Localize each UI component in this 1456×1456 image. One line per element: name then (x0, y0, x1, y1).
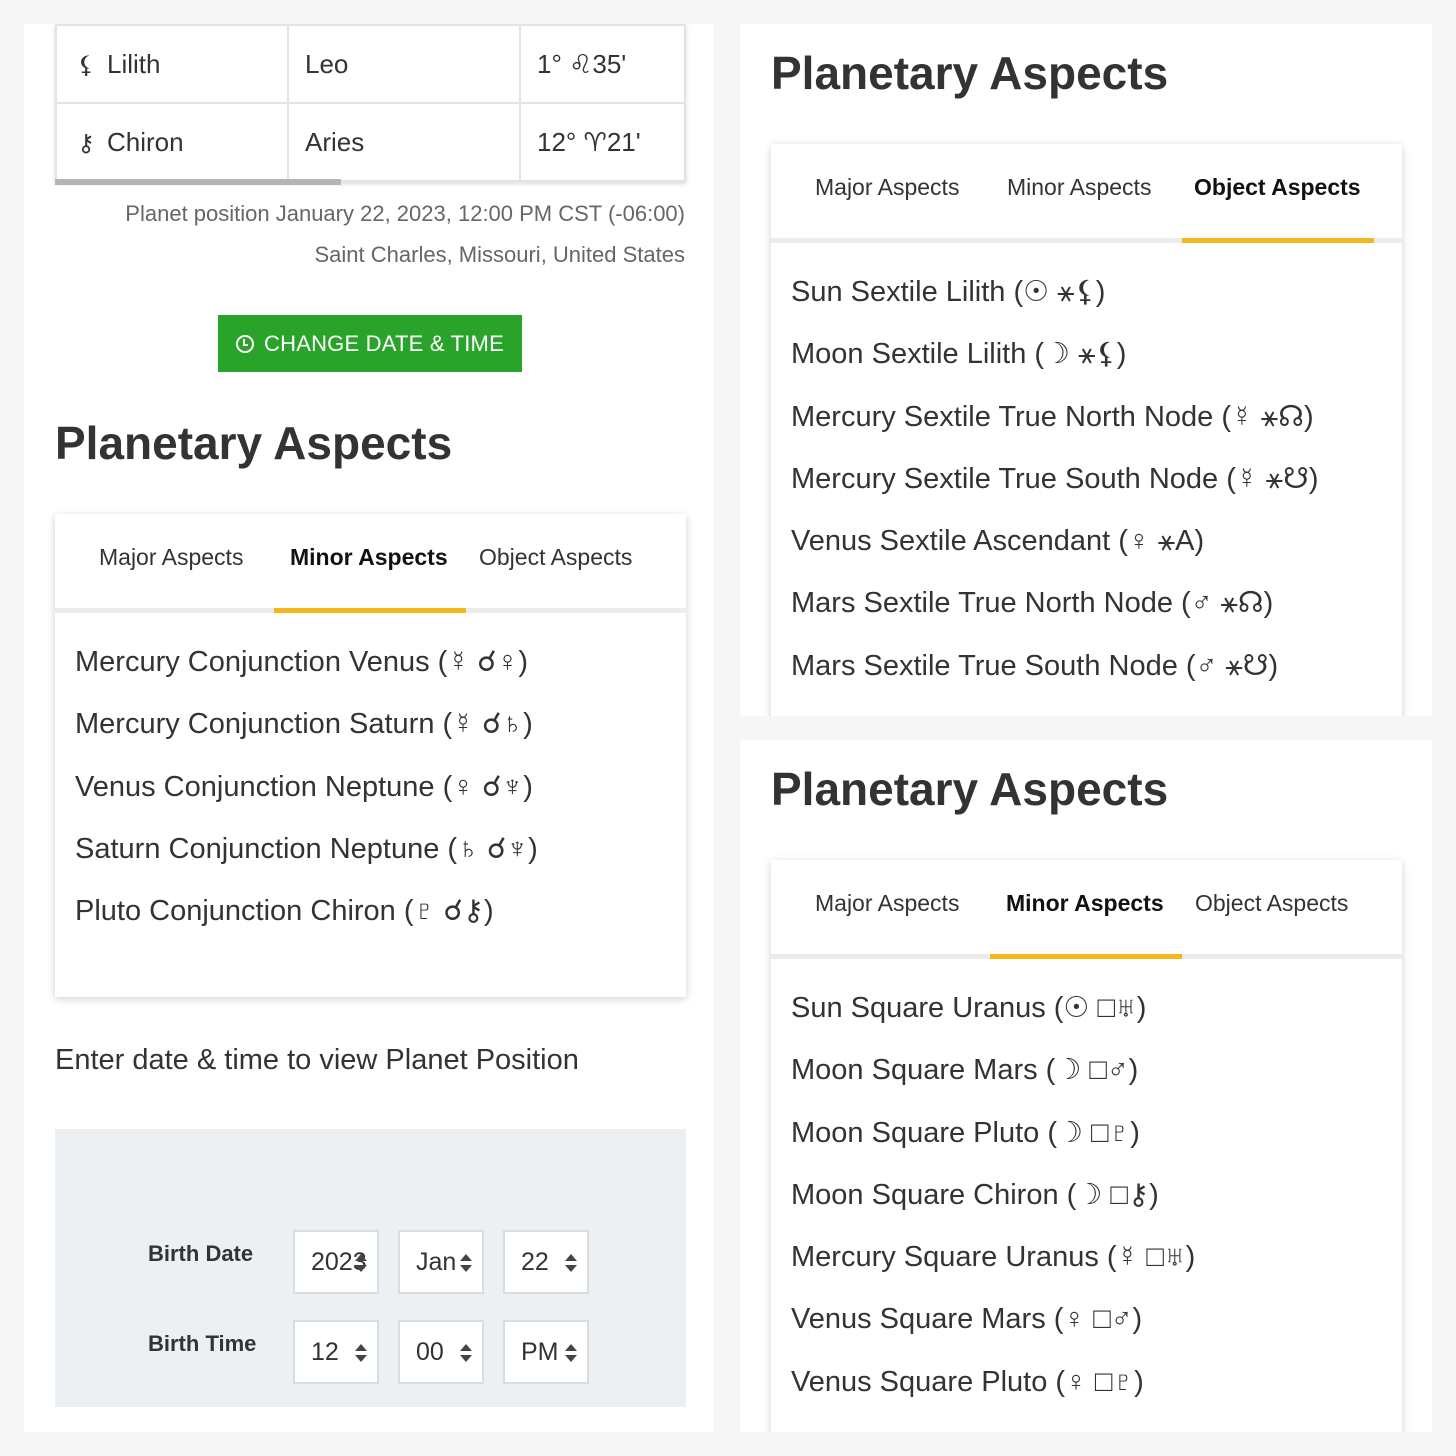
aspect-tabs (55, 514, 686, 613)
table-row (56, 103, 685, 181)
minute-select[interactable] (398, 1320, 484, 1384)
birth-form (55, 1129, 686, 1407)
left-screenshot-panel (24, 24, 714, 1432)
table-horizontal-scrollbar[interactable] (55, 179, 341, 185)
select-arrows-icon (355, 1344, 367, 1364)
list-item: Venus Sextile Ascendant (♀ ⚹A) (791, 525, 1205, 558)
day-select[interactable] (503, 1230, 589, 1294)
select-arrows-icon (460, 1344, 472, 1364)
birth-time-label: Birth Time (148, 1331, 257, 1356)
degree-cell: 1° ♌35' (520, 25, 685, 103)
aspects-card (771, 860, 1402, 1432)
birth-date-label: Birth Date (148, 1241, 254, 1266)
table-row (56, 25, 685, 103)
change-date-time-button[interactable] (218, 315, 522, 372)
tab-object-aspects[interactable]: Object Aspects (479, 544, 633, 570)
tab-major-aspects[interactable]: Major Aspects (99, 544, 244, 570)
list-item: Mercury Square Uranus (☿ □♅) (791, 1241, 1196, 1274)
ampm-value: PM (521, 1337, 559, 1366)
chiron-icon: ⚷ (77, 128, 95, 157)
list-item: Moon Sextile Lilith (☽ ⚹⚸) (791, 338, 1127, 371)
aspect-list (771, 243, 1402, 697)
planet-cell (56, 25, 288, 103)
section-title: Planetary Aspects (55, 417, 453, 469)
aspect-list (55, 613, 686, 942)
bottom-right-screenshot-panel (740, 740, 1432, 1432)
tab-object-aspects[interactable]: Object Aspects (1195, 890, 1349, 916)
select-arrows-icon (565, 1344, 577, 1364)
list-item: Moon Square Pluto (☽ □♇) (791, 1116, 1140, 1149)
hour-select[interactable] (293, 1320, 379, 1384)
year-select[interactable] (293, 1230, 379, 1294)
list-item: Venus Conjunction Neptune (♀ ☌♆) (75, 770, 533, 803)
aspect-tabs (771, 860, 1402, 959)
active-tab-indicator (1182, 238, 1374, 243)
month-value: Jan (416, 1247, 457, 1276)
degree-cell: 12° ♈21' (520, 103, 685, 181)
list-item: Moon Square Mars (☽ □♂) (791, 1054, 1139, 1087)
aspect-list (771, 959, 1402, 1413)
month-select[interactable] (398, 1230, 484, 1294)
day-value: 22 (521, 1247, 549, 1276)
tab-minor-aspects[interactable]: Minor Aspects (1007, 174, 1152, 200)
aspects-card (55, 514, 686, 997)
list-item: Moon Square Chiron (☽ □⚷) (791, 1178, 1159, 1211)
aspect-tabs (771, 144, 1402, 243)
select-arrows-icon (565, 1254, 577, 1274)
tab-minor-aspects[interactable]: Minor Aspects (290, 544, 448, 570)
year-value: 2023 (311, 1247, 367, 1276)
select-arrows-icon (460, 1254, 472, 1274)
list-item: Saturn Conjunction Neptune (♄ ☌♆) (75, 832, 538, 865)
active-tab-indicator (990, 954, 1182, 959)
location-text: Saint Charles, Missouri, United States (314, 242, 685, 267)
list-item: Venus Square Pluto (♀ □♇) (791, 1365, 1144, 1398)
top-right-screenshot-panel (740, 24, 1432, 716)
lilith-icon: ⚸ (77, 50, 95, 79)
list-item: Venus Square Mars (♀ □♂) (791, 1303, 1143, 1336)
aspects-card (771, 144, 1402, 716)
list-item: Mercury Sextile True South Node (☿ ⚹☋) (791, 462, 1319, 495)
list-item: Mars Sextile True North Node (♂ ⚹☊) (791, 587, 1274, 620)
minute-value: 00 (416, 1337, 444, 1366)
section-title: Planetary Aspects (771, 47, 1169, 99)
tab-major-aspects[interactable]: Major Aspects (815, 174, 960, 200)
change-date-time-label: CHANGE DATE & TIME (264, 330, 504, 356)
tab-object-aspects[interactable]: Object Aspects (1194, 174, 1361, 200)
list-item: Pluto Conjunction Chiron (♇ ☌⚷) (75, 895, 494, 928)
planet-cell (56, 103, 288, 181)
tab-minor-aspects[interactable]: Minor Aspects (1006, 890, 1164, 916)
hour-value: 12 (311, 1337, 339, 1366)
select-arrows-icon (355, 1254, 367, 1274)
tab-major-aspects[interactable]: Major Aspects (815, 890, 960, 916)
list-item: Mercury Conjunction Saturn (☿ ☌♄) (75, 708, 533, 741)
list-item: Mercury Conjunction Venus (☿ ☌♀) (75, 646, 529, 678)
planet-position-table (55, 24, 686, 182)
planet-name: Chiron (107, 126, 184, 157)
list-item: Mars Sextile True South Node (♂ ⚹☋) (791, 649, 1279, 682)
list-item: Sun Sextile Lilith (☉ ⚹⚸) (791, 276, 1106, 308)
section-title: Planetary Aspects (771, 763, 1169, 815)
position-caption: Planet position January 22, 2023, 12:00 PM CST (-06:00) (125, 201, 685, 226)
planet-name: Lilith (107, 48, 161, 79)
sign-cell: Aries (288, 103, 520, 181)
list-item: Mercury Sextile True North Node (☿ ⚹☊) (791, 400, 1314, 433)
enter-date-label: Enter date & time to view Planet Position (55, 1044, 579, 1076)
active-tab-indicator (274, 608, 466, 613)
clock-icon (236, 335, 254, 353)
list-item: Sun Square Uranus (☉ □♅) (791, 992, 1147, 1024)
ampm-select[interactable] (503, 1320, 589, 1384)
sign-cell: Leo (288, 25, 520, 103)
